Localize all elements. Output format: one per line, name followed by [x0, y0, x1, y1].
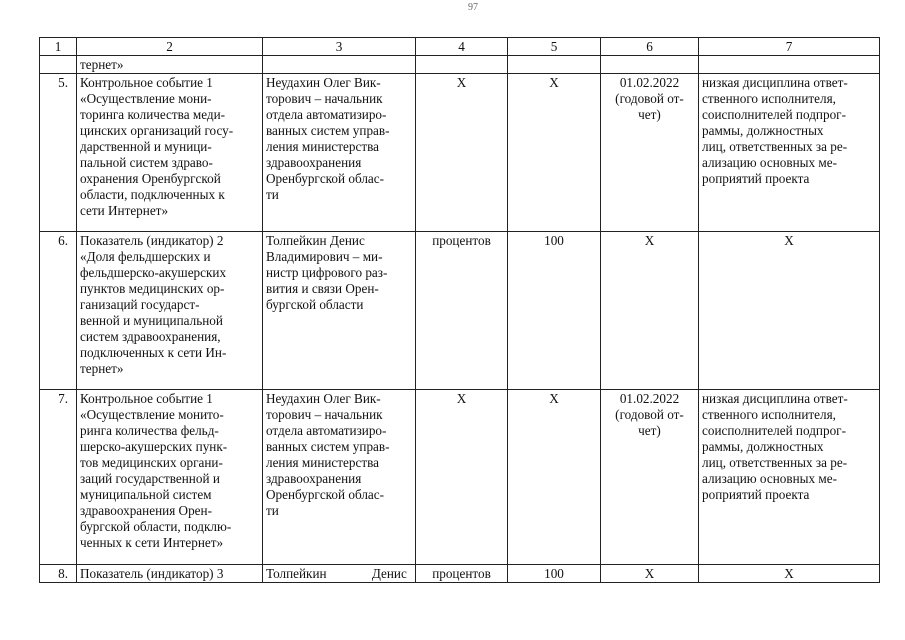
value-cell: 100 — [508, 232, 601, 390]
value-cell: 100 — [508, 565, 601, 583]
header-cell: 7 — [699, 38, 880, 56]
unit-cell: X — [416, 74, 508, 232]
row-number: 5. — [40, 74, 77, 232]
risk-cell: X — [699, 232, 880, 390]
risk-cell: низкая дисциплина ответ- ственного исполнителя, соисполнителей подпрог- раммы, должностных лиц, ответственных за ре- ализацию основных ме- роприятий проекта — [699, 74, 880, 232]
table-row — [40, 232, 880, 390]
unit-cell: X — [416, 390, 508, 565]
header-cell: 5 — [508, 38, 601, 56]
value-cell: X — [508, 390, 601, 565]
empty-cell — [601, 56, 699, 74]
header-row — [40, 38, 880, 56]
date-cell: 01.02.2022 (годовой от- чет) — [601, 74, 699, 232]
page-number: 97 — [468, 2, 478, 13]
risk-cell: X — [699, 565, 880, 583]
event-description: Контрольное событие 1 «Осуществление мони- торинга количества меди- цинских организаций госу- дарственной и муници- пальной систем здраво- охранения Оренбургской области, подключенных к сети Интернет» — [77, 74, 263, 232]
header-cell: 1 — [40, 38, 77, 56]
event-description: Контрольное событие 1 «Осуществление монито- ринга количества фельд- шерско-акушерских пунк- тов медицинских органи- заций государственной и муниципальной систем здравоохранения Орен- бургской области, подклю- ченных к сети Интернет» — [77, 390, 263, 565]
date-cell: X — [601, 565, 699, 583]
empty-cell — [40, 56, 77, 74]
header-cell: 4 — [416, 38, 508, 56]
continuation-text: тернет» — [77, 56, 263, 74]
event-description: Показатель (индикатор) 2 «Доля фельдшерских и фельдшерско-акушерских пунктов медицинских ор- ганизаций государст- венной и муниципальной систем здравоохранения, подключенных к сети Ин- тернет» — [77, 232, 263, 390]
empty-cell — [699, 56, 880, 74]
responsible-person: Толпейкин Денис — [263, 565, 416, 583]
empty-cell — [263, 56, 416, 74]
date-cell: 01.02.2022 (годовой от- чет) — [601, 390, 699, 565]
row-number: 8. — [40, 565, 77, 583]
unit-cell: процентов — [416, 565, 508, 583]
unit-cell: процентов — [416, 232, 508, 390]
risk-cell: низкая дисциплина ответ- ственного исполнителя, соисполнителей подпрог- раммы, должностных лиц, ответственных за ре- ализацию основных ме- роприятий проекта — [699, 390, 880, 565]
continuation-row — [40, 56, 880, 74]
empty-cell — [508, 56, 601, 74]
header-cell: 2 — [77, 38, 263, 56]
header-cell: 3 — [263, 38, 416, 56]
row-number: 6. — [40, 232, 77, 390]
responsible-person: Неудахин Олег Вик- торович – начальник отдела автоматизиро- ванных систем управ- ления министерства здравоохранения Оренбургской облас- ти — [263, 390, 416, 565]
table-row — [40, 390, 880, 565]
row-number: 7. — [40, 390, 77, 565]
event-description: Показатель (индикатор) 3 — [77, 565, 263, 583]
table-row — [40, 74, 880, 232]
responsible-person: Толпейкин Денис Владимирович – ми- нистр цифрового раз- вития и связи Орен- бургской области — [263, 232, 416, 390]
date-cell: X — [601, 232, 699, 390]
table-row — [40, 565, 880, 583]
value-cell: X — [508, 74, 601, 232]
header-cell: 6 — [601, 38, 699, 56]
monitoring-plan-table — [39, 37, 880, 583]
responsible-person: Неудахин Олег Вик- торович – начальник отдела автоматизиро- ванных систем управ- ления министерства здравоохранения Оренбургской облас- ти — [263, 74, 416, 232]
empty-cell — [416, 56, 508, 74]
